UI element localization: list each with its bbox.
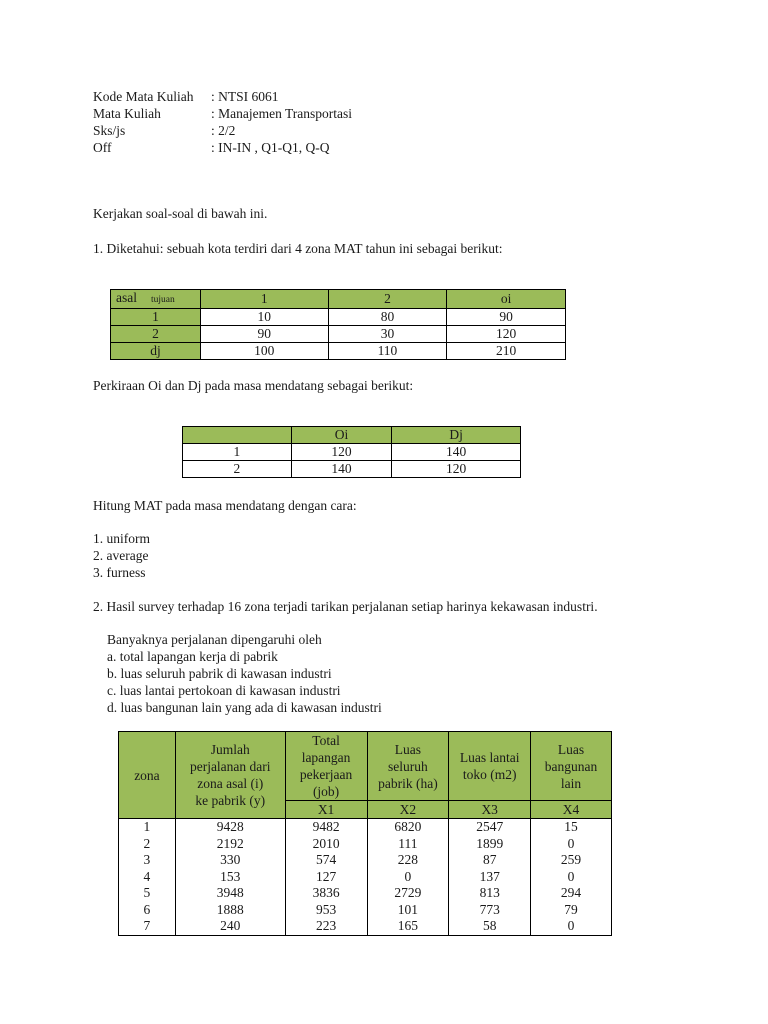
table-cell: 240 <box>175 918 285 935</box>
mat-current-table <box>110 289 566 360</box>
table-cell: 259 <box>531 852 612 869</box>
table-cell: 4 <box>119 869 176 886</box>
table-cell: 101 <box>367 902 449 919</box>
header-shop-area: Luas lantai toko (m2) <box>449 732 531 801</box>
header-cell: 2 <box>328 290 447 309</box>
header-factory-area: Luas seluruh pabrik (ha) <box>367 732 449 801</box>
q2-intro: Banyaknya perjalanan dipengaruhi oleh <box>107 632 322 647</box>
subheader-x3: X3 <box>449 801 531 819</box>
table-cell: 100 <box>200 343 328 360</box>
table-cell: 210 <box>447 343 566 360</box>
table-cell: 2729 <box>367 885 449 902</box>
table-cell: 120 <box>447 326 566 343</box>
table-cell: 110 <box>328 343 447 360</box>
q2-text: 2. Hasil survey terhadap 16 zona terjadi tarikan perjalanan setiap harinya kekawasan industri. <box>93 599 598 614</box>
table-cell: 87 <box>449 852 531 869</box>
table-cell: dj <box>111 343 201 360</box>
header-cell: oi <box>447 290 566 309</box>
table-cell: 1899 <box>449 836 531 853</box>
table-row <box>183 444 521 461</box>
table-row <box>119 852 612 869</box>
factor-item: d. luas bangunan lain yang ada di kawasan industri <box>107 700 382 715</box>
header-cell: Dj <box>392 427 521 444</box>
table-cell: 2 <box>111 326 201 343</box>
table-cell: 5 <box>119 885 176 902</box>
table-cell: 773 <box>449 902 531 919</box>
table-cell: 1888 <box>175 902 285 919</box>
table-cell: 90 <box>447 309 566 326</box>
subheader-x2: X2 <box>367 801 449 819</box>
table-cell: 80 <box>328 309 447 326</box>
table-cell: 0 <box>531 918 612 935</box>
subheader-x1: X1 <box>285 801 367 819</box>
table-cell: 0 <box>531 869 612 886</box>
forecast-table <box>182 426 521 478</box>
table-cell: 2192 <box>175 836 285 853</box>
task-text: Hitung MAT pada masa mendatang dengan cara: <box>93 498 357 513</box>
header-trips: Jumlah perjalanan dari zona asal (i) ke pabrik (y) <box>175 732 285 819</box>
table-cell: 3836 <box>285 885 367 902</box>
q1-text: 1. Diketahui: sebuah kota terdiri dari 4 zona MAT tahun ini sebagai berikut: <box>93 241 503 256</box>
header-zona: zona <box>119 732 176 819</box>
table-cell: 79 <box>531 902 612 919</box>
table-cell: 2547 <box>449 819 531 836</box>
table-row <box>119 819 612 836</box>
table-cell: 153 <box>175 869 285 886</box>
header-cell: Oi <box>291 427 392 444</box>
table-cell: 9482 <box>285 819 367 836</box>
table-cell: 111 <box>367 836 449 853</box>
table-cell: 120 <box>392 461 521 478</box>
instruction-text: Kerjakan soal-soal di bawah ini. <box>93 206 268 221</box>
table-cell: 294 <box>531 885 612 902</box>
zone-survey-table <box>118 731 612 936</box>
table-cell: 6 <box>119 902 176 919</box>
factor-item: b. luas seluruh pabrik di kawasan industri <box>107 666 332 681</box>
forecast-text: Perkiraan Oi dan Dj pada masa mendatang sebagai berikut: <box>93 378 414 393</box>
table-row <box>111 343 566 360</box>
table-cell: 223 <box>285 918 367 935</box>
table-cell: 1 <box>119 819 176 836</box>
table-row <box>111 326 566 343</box>
factor-item: a. total lapangan kerja di pabrik <box>107 649 278 664</box>
method-item: 1. uniform <box>93 531 150 546</box>
table-cell: 140 <box>291 461 392 478</box>
table-cell: 574 <box>285 852 367 869</box>
table-cell: 0 <box>531 836 612 853</box>
table-cell: 1 <box>111 309 201 326</box>
header-other-building: Luas bangunan lain <box>531 732 612 801</box>
table-cell: 140 <box>392 444 521 461</box>
header-cell: 1 <box>200 290 328 309</box>
table-cell: 1 <box>183 444 292 461</box>
table-row <box>119 902 612 919</box>
method-item: 3. furness <box>93 565 146 580</box>
table-row <box>119 869 612 886</box>
table-cell: 30 <box>328 326 447 343</box>
table-cell: 3 <box>119 852 176 869</box>
table-cell: 6820 <box>367 819 449 836</box>
table-row <box>111 309 566 326</box>
table-row <box>119 836 612 853</box>
subheader-x4: X4 <box>531 801 612 819</box>
table-row <box>119 885 612 902</box>
table-cell: 3948 <box>175 885 285 902</box>
table-row <box>119 918 612 935</box>
table-cell: 120 <box>291 444 392 461</box>
table-cell: 7 <box>119 918 176 935</box>
table-cell: 10 <box>200 309 328 326</box>
table-cell: 2 <box>183 461 292 478</box>
header-cell <box>183 427 292 444</box>
table-cell: 58 <box>449 918 531 935</box>
table-cell: 330 <box>175 852 285 869</box>
table-cell: 15 <box>531 819 612 836</box>
method-item: 2. average <box>93 548 149 563</box>
factor-item: c. luas lantai pertokoan di kawasan industri <box>107 683 341 698</box>
table-cell: 9428 <box>175 819 285 836</box>
table-row <box>183 461 521 478</box>
table-cell: 0 <box>367 869 449 886</box>
table-cell: 127 <box>285 869 367 886</box>
table-cell: 165 <box>367 918 449 935</box>
corner-header-cell: asal tujuan <box>111 290 201 309</box>
table-cell: 90 <box>200 326 328 343</box>
table-cell: 953 <box>285 902 367 919</box>
table-cell: 137 <box>449 869 531 886</box>
header-jobs: Total lapangan pekerjaan (job) <box>285 732 367 801</box>
table-cell: 2010 <box>285 836 367 853</box>
table-cell: 813 <box>449 885 531 902</box>
table-cell: 2 <box>119 836 176 853</box>
table-cell: 228 <box>367 852 449 869</box>
